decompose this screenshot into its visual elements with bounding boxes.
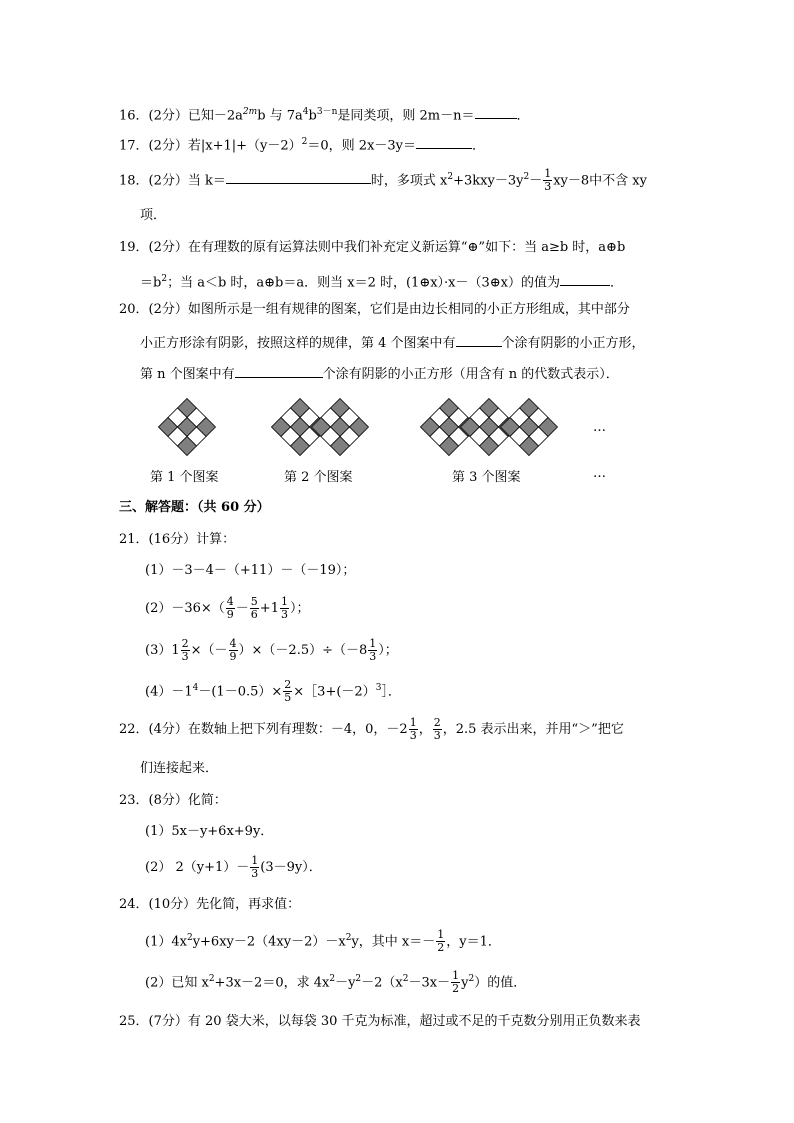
answer-blank[interactable] [226,169,371,184]
question-17: 17．(2分）若$|x+1|+(y-2)^2=0$，则 2x－3y＝ ． [119,133,485,155]
answer-blank[interactable] [416,134,472,149]
question-20: 20．(2分）如图所示是一组有规律的图案，它们是由边长相同的小正方形组成，其中部分 [119,302,630,317]
q21-part2: (2）－36×（ $\frac{4}{9}$ － $\frac{5}{6}$ +1 $\frac{1}{3}$ ）； [145,595,310,621]
question-16: 16．(2分）已知$-2a^{2m}b$ 与 $7a^4b^{3-n}$是同类项，则 2m－n＝ ． [119,103,530,125]
question-20-line2: 小正方形涂有阴影，按照这样的规律，第 4 个图案中有 个涂有阴影的小正方形， [140,332,645,353]
section-heading: 三、解答题：（共 60 分） [119,500,270,515]
answer-blank[interactable] [235,363,323,378]
pattern-figure-3 [420,398,560,458]
question-20-line3: 第 n 个图案中有 个涂有阴影的小正方形（用含有 n 的代数式表示）． [140,363,619,384]
figure-1-caption: 第 1 个图案 [150,470,219,485]
question-21: 21．(16分）计算： [119,532,236,547]
answer-blank[interactable] [560,271,610,286]
q21-part3: (3）1 $\frac{2}{3}$ ×（－ $\frac{4}{9}$ ）×（－2.5）÷（－8 $\frac{1}{3}$ ）； [145,637,398,663]
q23-part2: (2） 2（y+1）－ $\frac{1}{3}$ (3－9y）． [145,854,322,880]
question-23: 23．(8分）化简： [119,793,227,808]
question-19-line2: $=b^2$；当 a＜b 时，a⊕b＝a．则当 x＝2 时，(1⊕x）·x－（3⊕x）的值为 ． [140,270,623,292]
question-22-line2: 们连接起来． [140,761,219,776]
pattern-figure-2 [271,398,381,458]
answer-blank[interactable] [456,332,502,347]
q23-part1: (1）5x－y+6x+9y． [145,824,274,839]
answer-blank[interactable] [475,104,517,119]
question-25: 25．(7分）有 20 袋大米，以每袋 30 千克为标准，超过或不足的千克数分别用正负数来表 [119,1014,641,1029]
q21-part1: (1）－3－4－（+11）－（－19）； [145,563,356,578]
q24-part2: (2）已知 $x^2+3x-2=0$，求 $4x^2-y^2-2(x^2-3x-$ $\frac{1}{2}$ $y^2$）的值． [145,969,527,996]
question-18-line2: 项． [140,208,167,223]
question-19: 19．(2分）在有理数的原有运算法则中我们补充定义新运算“⊕”如下：当 a≥b 时，a⊕b [119,240,626,255]
q21-part4: $(4)-1^4-(1-0.5)\times$ $\frac{2}{5}$ ×［3+(－2）$^3$］． [145,678,401,705]
ellipsis: … [593,466,606,481]
q24-part1: $(1)4x^2y+6xy-2(4xy-2)-x^2y$，其中 x＝－ $\frac{1}{2}$ ，y＝1． [145,928,501,955]
question-24: 24．(10分）先化简，再求值： [119,897,301,912]
question-18: 18．(2分）当 k＝ 时，多项式 $x^2+3kxy-3y^2-$ $\frac{1}{3}$ xy－8中不含 xy [119,167,647,194]
figure-3-caption: 第 3 个图案 [452,470,521,485]
fraction: $\frac{1}{3}$ [544,167,552,194]
ellipsis: … [593,420,606,435]
question-22: 22．(4分）在数轴上把下列有理数：－4，0，－2 $\frac{1}{3}$ ， $\frac{2}{3}$ ，2.5 表示出来，并用“＞”把它 [119,716,624,742]
pattern-figure-1 [158,398,218,458]
figure-2-caption: 第 2 个图案 [284,470,353,485]
